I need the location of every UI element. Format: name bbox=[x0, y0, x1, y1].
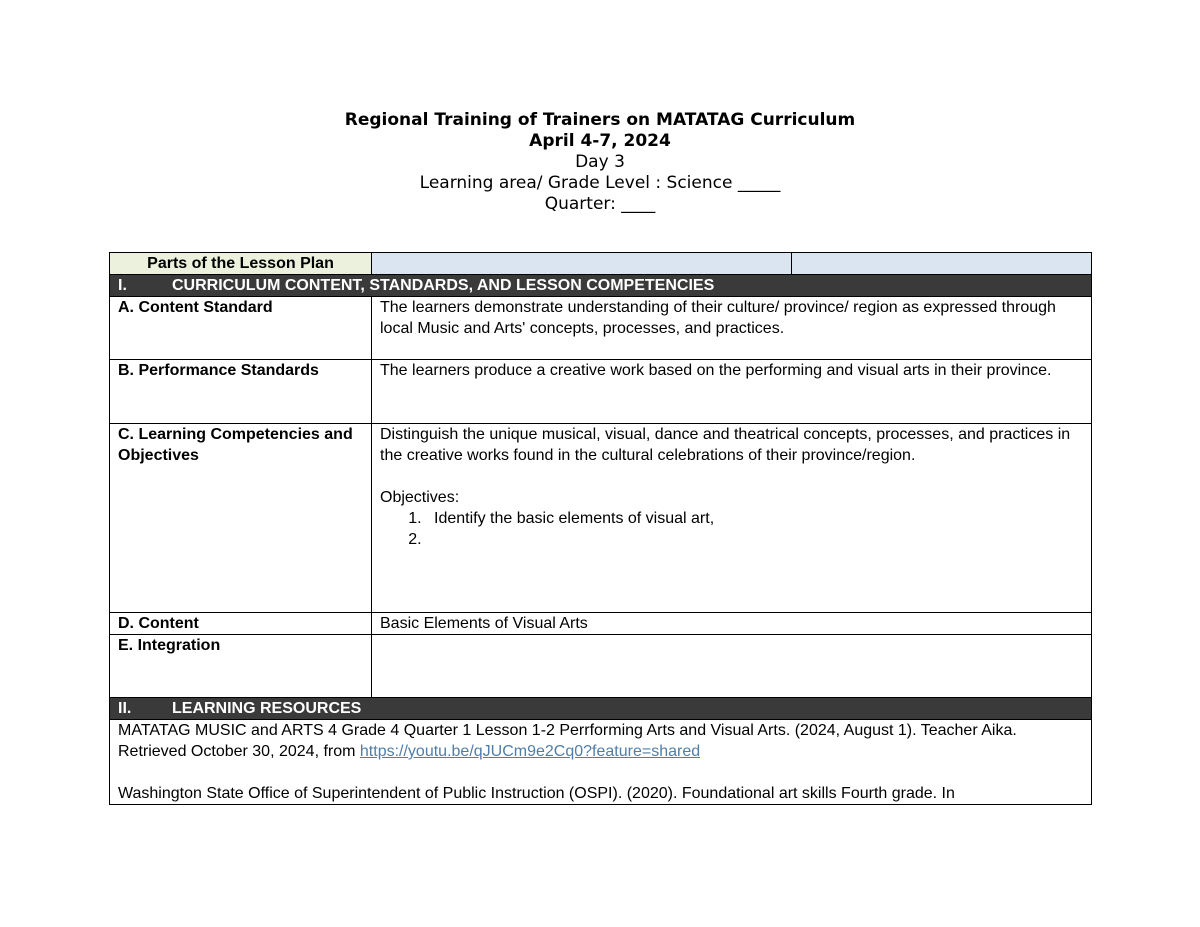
document-header bbox=[0, 110, 1200, 215]
table-row bbox=[110, 613, 1092, 635]
list-item: 1. Identify the basic elements of visual art, bbox=[426, 508, 1083, 529]
section-1-title: CURRICULUM CONTENT, STANDARDS, AND LESSON COMPETENCIES bbox=[172, 277, 715, 294]
section-1-number: I. bbox=[118, 277, 127, 294]
table-row bbox=[110, 360, 1092, 424]
content-standard-label: A. Content Standard bbox=[110, 297, 372, 360]
content-text: Basic Elements of Visual Arts bbox=[372, 613, 1092, 635]
table-row bbox=[110, 635, 1092, 698]
document-title: Regional Training of Trainers on MATATAG Curriculum bbox=[344, 110, 856, 130]
content-standard-text: The learners demonstrate understanding of their culture/ province/ region as expressed through local Music and Arts' concepts, processes, and practices. bbox=[372, 297, 1092, 360]
parts-header: Parts of the Lesson Plan bbox=[110, 253, 372, 275]
lesson-plan-table bbox=[109, 252, 1092, 805]
section-1-row bbox=[110, 275, 1092, 297]
objectives-title: Objectives: bbox=[380, 489, 460, 506]
reference-1 bbox=[118, 720, 1083, 762]
integration-text[interactable] bbox=[372, 635, 1092, 698]
section-2-number: II. bbox=[118, 700, 132, 717]
reference-1-link[interactable]: https://youtu.be/qJUCm9e2Cq0?feature=shared bbox=[359, 743, 701, 760]
table-row bbox=[110, 424, 1092, 613]
performance-standards-label: B. Performance Standards bbox=[110, 360, 372, 424]
header-cell-3 bbox=[792, 253, 1092, 275]
competencies-label: C. Learning Competencies and Objectives bbox=[110, 424, 372, 613]
competencies-text: Distinguish the unique musical, visual, dance and theatrical concepts, processes, and practices in the creative works found in the cultural celebrations of their province/region. bbox=[380, 426, 1071, 464]
header-cell-2 bbox=[372, 253, 792, 275]
objectives-list bbox=[380, 508, 1083, 550]
table-header-row bbox=[110, 253, 1092, 275]
section-2-title: LEARNING RESOURCES bbox=[172, 700, 362, 717]
integration-label: E. Integration bbox=[110, 635, 372, 698]
learning-area: Learning area/ Grade Level : Science _____ bbox=[419, 173, 781, 193]
performance-standards-text: The learners produce a creative work based on the performing and visual arts in their province. bbox=[372, 360, 1092, 424]
table-row bbox=[110, 297, 1092, 360]
resources-cell bbox=[110, 720, 1092, 805]
document-day: Day 3 bbox=[575, 152, 625, 172]
reference-2: Washington State Office of Superintendent of Public Instruction (OSPI). (2020). Foundational art skills Fourth grade. In bbox=[118, 785, 955, 802]
competencies-cell bbox=[372, 424, 1092, 613]
table-row bbox=[110, 720, 1092, 805]
reference-1-text: MATATAG MUSIC and ARTS 4 Grade 4 Quarter 1 Lesson 1-2 Perrforming Arts and Visual Arts. (2024, August 1). Teacher Aika. Retrieved October 30, 2024, from bbox=[118, 722, 1017, 760]
document-dates: April 4-7, 2024 bbox=[529, 131, 671, 151]
list-item bbox=[426, 529, 1083, 550]
quarter: Quarter: ____ bbox=[544, 194, 656, 214]
section-2-row bbox=[110, 698, 1092, 720]
content-label: D. Content bbox=[110, 613, 372, 635]
